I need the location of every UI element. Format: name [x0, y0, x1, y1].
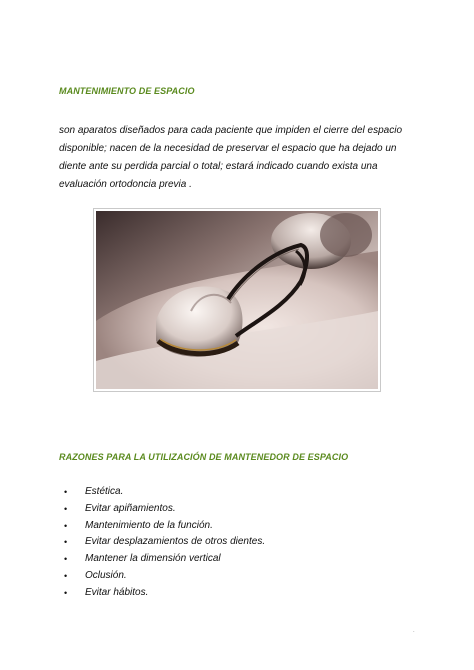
- bullet-icon: •: [64, 587, 68, 598]
- list-item-text: Evitar apiñamientos.: [85, 502, 176, 514]
- list-item: [59, 484, 265, 501]
- paragraph-line: son aparatos diseñados para cada paciente que impiden el cierre del espacio: [59, 125, 403, 136]
- bullet-icon: •: [64, 537, 68, 548]
- list-item: [59, 534, 265, 551]
- list-item-text: Evitar desplazamientos de otros dientes.: [85, 536, 266, 548]
- paragraph-line: evaluación ortodoncia previa .: [59, 179, 192, 190]
- dental-model-image: [96, 211, 378, 389]
- bullet-icon: •: [64, 487, 68, 497]
- list-item: [59, 501, 265, 518]
- paragraph-line: diente ante su perdida parcial o total; estará indicado cuando exista una: [59, 161, 378, 172]
- space-maintainer-photo: [93, 208, 381, 392]
- list-item-text: Evitar hábitos.: [85, 586, 149, 598]
- list-item: [59, 585, 265, 602]
- bullet-icon: •: [64, 520, 68, 531]
- list-item: [59, 568, 265, 585]
- list-item-text: Mantener la dimensión vertical: [85, 553, 221, 565]
- list-item-text: Mantenimiento de la función.: [85, 519, 213, 531]
- list-item: [59, 551, 265, 568]
- paragraph-line: disponible; nacen de la necesidad de preservar el espacio que ha dejado un: [59, 143, 397, 154]
- bullet-icon: •: [64, 503, 68, 514]
- reasons-list: [59, 484, 265, 602]
- list-item: [59, 518, 265, 535]
- definition-paragraph: [59, 122, 429, 194]
- list-item-text: Estética.: [85, 486, 124, 497]
- section-heading-mantenimiento: MANTENIMIENTO DE ESPACIO: [59, 86, 195, 96]
- section-heading-razones: RAZONES PARA LA UTILIZACIÓN DE MANTENEDOR DE ESPACIO: [59, 452, 349, 462]
- bullet-icon: •: [64, 554, 68, 565]
- bullet-icon: •: [64, 570, 68, 581]
- list-item-text: Oclusión.: [85, 569, 127, 581]
- page-mark: .: [413, 628, 415, 634]
